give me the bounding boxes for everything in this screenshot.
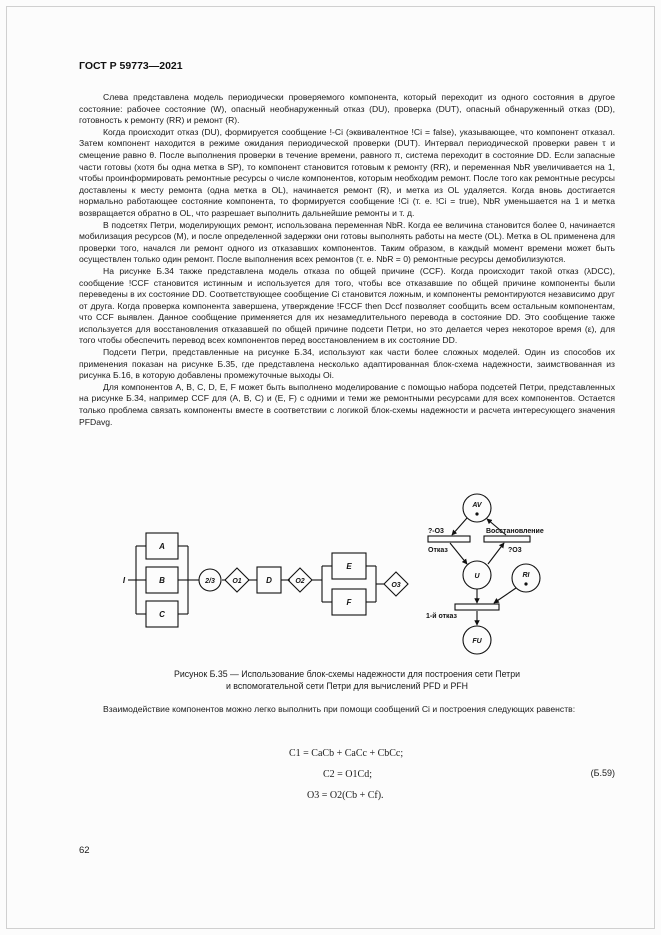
label-vote: 2/3	[205, 578, 215, 585]
equation: C1 = CaCb + CaCc + CbCc;	[289, 748, 404, 759]
label-ri: RI	[522, 572, 530, 579]
figure-b35	[110, 490, 550, 658]
label-u: U	[474, 573, 480, 580]
paragraph: Взаимодействие компонентов можно легко выполнить при помощи сообщений Ci и построения следующих равенств:	[103, 704, 576, 714]
page-number: 62	[79, 845, 90, 856]
body-text	[79, 92, 615, 428]
transition-first-failure	[455, 604, 499, 610]
equation-number: (Б.59)	[590, 768, 615, 778]
label-restore: Восстановление	[486, 528, 544, 535]
label-input: I	[122, 576, 126, 585]
body-text-after	[79, 704, 615, 716]
paragraph: На рисунке Б.34 также представлена модель отказа по общей причине (CCF). Когда происходит такой отказ (λDCC), сообщение !CCF становится истинным и используется для того, чтобы все отказавшие по общей причине компоненты были переведены в их состояние DD. Соответствующее сообщение Ci становится ложным, и компоненты ремонтируются независимо друг от друга. Когда проверка компонента завершена, утверждение !FCCF then Dccf позволяет сообщить всем остальным компонентам, что CCF выявлен. Данное сообщение применяется для их незамедлительного перевода в состояние DD. Это сообщение также используется для восстановления отказавшей по общей причине подсети Петри, но это делается через некоторое время (ε), для того чтобы обеспечить перевод всех компонентов перед восстановлением в их состояние DD.	[79, 265, 615, 346]
label-block-f: F	[346, 598, 352, 607]
caption-line: и вспомогательной сети Петри для вычислений PFD и PFH	[225, 681, 469, 691]
equation: O3 = O2(Cb + Cf).	[307, 790, 384, 801]
transition-failure	[428, 536, 470, 542]
label-o1: O1	[232, 578, 242, 585]
label-failure: Отказ	[428, 547, 448, 554]
paragraph: Подсети Петри, представленные на рисунке Б.34, используют как части более сложных моделей. Один из способов их применения показан на рисунке Б.35, где представлена несколько адаптированная блок-схема надежности, заимствованная из рисунка Б.16, в которую добавлены промежуточные выходы Oi.	[79, 347, 615, 381]
paragraph: Для компонентов A, B, C, D, E, F может быть выполнено моделирование с помощью набора подсетей Петри, представленных на рисунке Б.34, например CCF для (A, B, C) и (E, F) с одними и теми же ремонтными ресурсами для всех компонентов. Остается только проблема связать компоненты вместе в соответствии с логикой блок-схемы надежности и расчета интересующего значения PFDavg.	[79, 381, 615, 427]
transition-restore	[484, 536, 530, 542]
label-fu: FU	[472, 638, 482, 645]
label-block-a: A	[159, 542, 165, 551]
label-block-b: B	[159, 576, 165, 585]
label-o3-cond: ?O3	[508, 547, 522, 554]
label-o2: O2	[295, 578, 305, 585]
equation: C2 = O1Cd;	[323, 769, 372, 780]
caption-line: Рисунок Б.35 — Использование блок-схемы надежности для построения сети Петри	[173, 669, 521, 679]
label-block-e: E	[346, 562, 352, 571]
label-block-c: C	[159, 610, 165, 619]
paragraph: В подсетях Петри, моделирующих ремонт, использована переменная NbR. Когда ее величина становится более 0, начинается мобилизация ресурсов (M), и после определенной задержки они готовы выполнять работы на месте (OL). Метка в OL применена для проверки того, начался ли ремонт одного из отказавших компонентов. Таким образом, в каждый момент времени может быть осуществлен только один ремонт. После выполнения всех ремонтов (т. е. NbR = 0) ремонтные ресурсы демобилизуются.	[79, 219, 615, 265]
paragraph: Слева представлена модель периодически проверяемого компонента, который переходит из одного состояния в другое состояние: рабочее состояние (W), опасный необнаруженный отказ (DU), проверка (DUT), опасный обнаруженный отказ (DD), готовность к ремонту (RR) и ремонт (R).	[79, 92, 615, 126]
label-av: AV	[472, 502, 482, 509]
label-o3: O3	[391, 582, 401, 589]
figure-caption	[79, 668, 615, 692]
label-block-d: D	[266, 576, 272, 585]
document-header: ГОСТ Р 59773—2021	[79, 60, 183, 72]
label-not-o3: ?-O3	[428, 528, 444, 535]
paragraph: Когда происходит отказ (DU), формируется сообщение !-Ci (эквивалентное !Ci = false), указывающее, что компонент отказал. Затем компонент находится в режиме ожидания периодической проверки (DUT). Интервал периодической проверки равен τ и смещение равно θ. После выполнения проверки в течение времени, равного π, система переходит в состояние DD. Если запасные части готовы (хотя бы одна метка в SP), то компонент становится готовым к ремонту (RR), и переменная NbR увеличивается на 1, чтобы проинформировать ремонтные ресурсы о числе компонентов, которым необходим ремонт. После того как ремонтные ресурсы доставлены к месту ремонта (одна метка в OL), начинается ремонт (R), и метка из OL удаляется. Когда вновь достигается нормально работающее состояние компонента, то формируется сообщение !Ci (т. е. !Ci = true), NbR уменьшается на 1 и метка возвращается обратно в OL, что разрешает выполнить дальнейшие ремонты и т. д.	[79, 126, 615, 218]
label-first-failure: 1-й отказ	[426, 613, 457, 620]
